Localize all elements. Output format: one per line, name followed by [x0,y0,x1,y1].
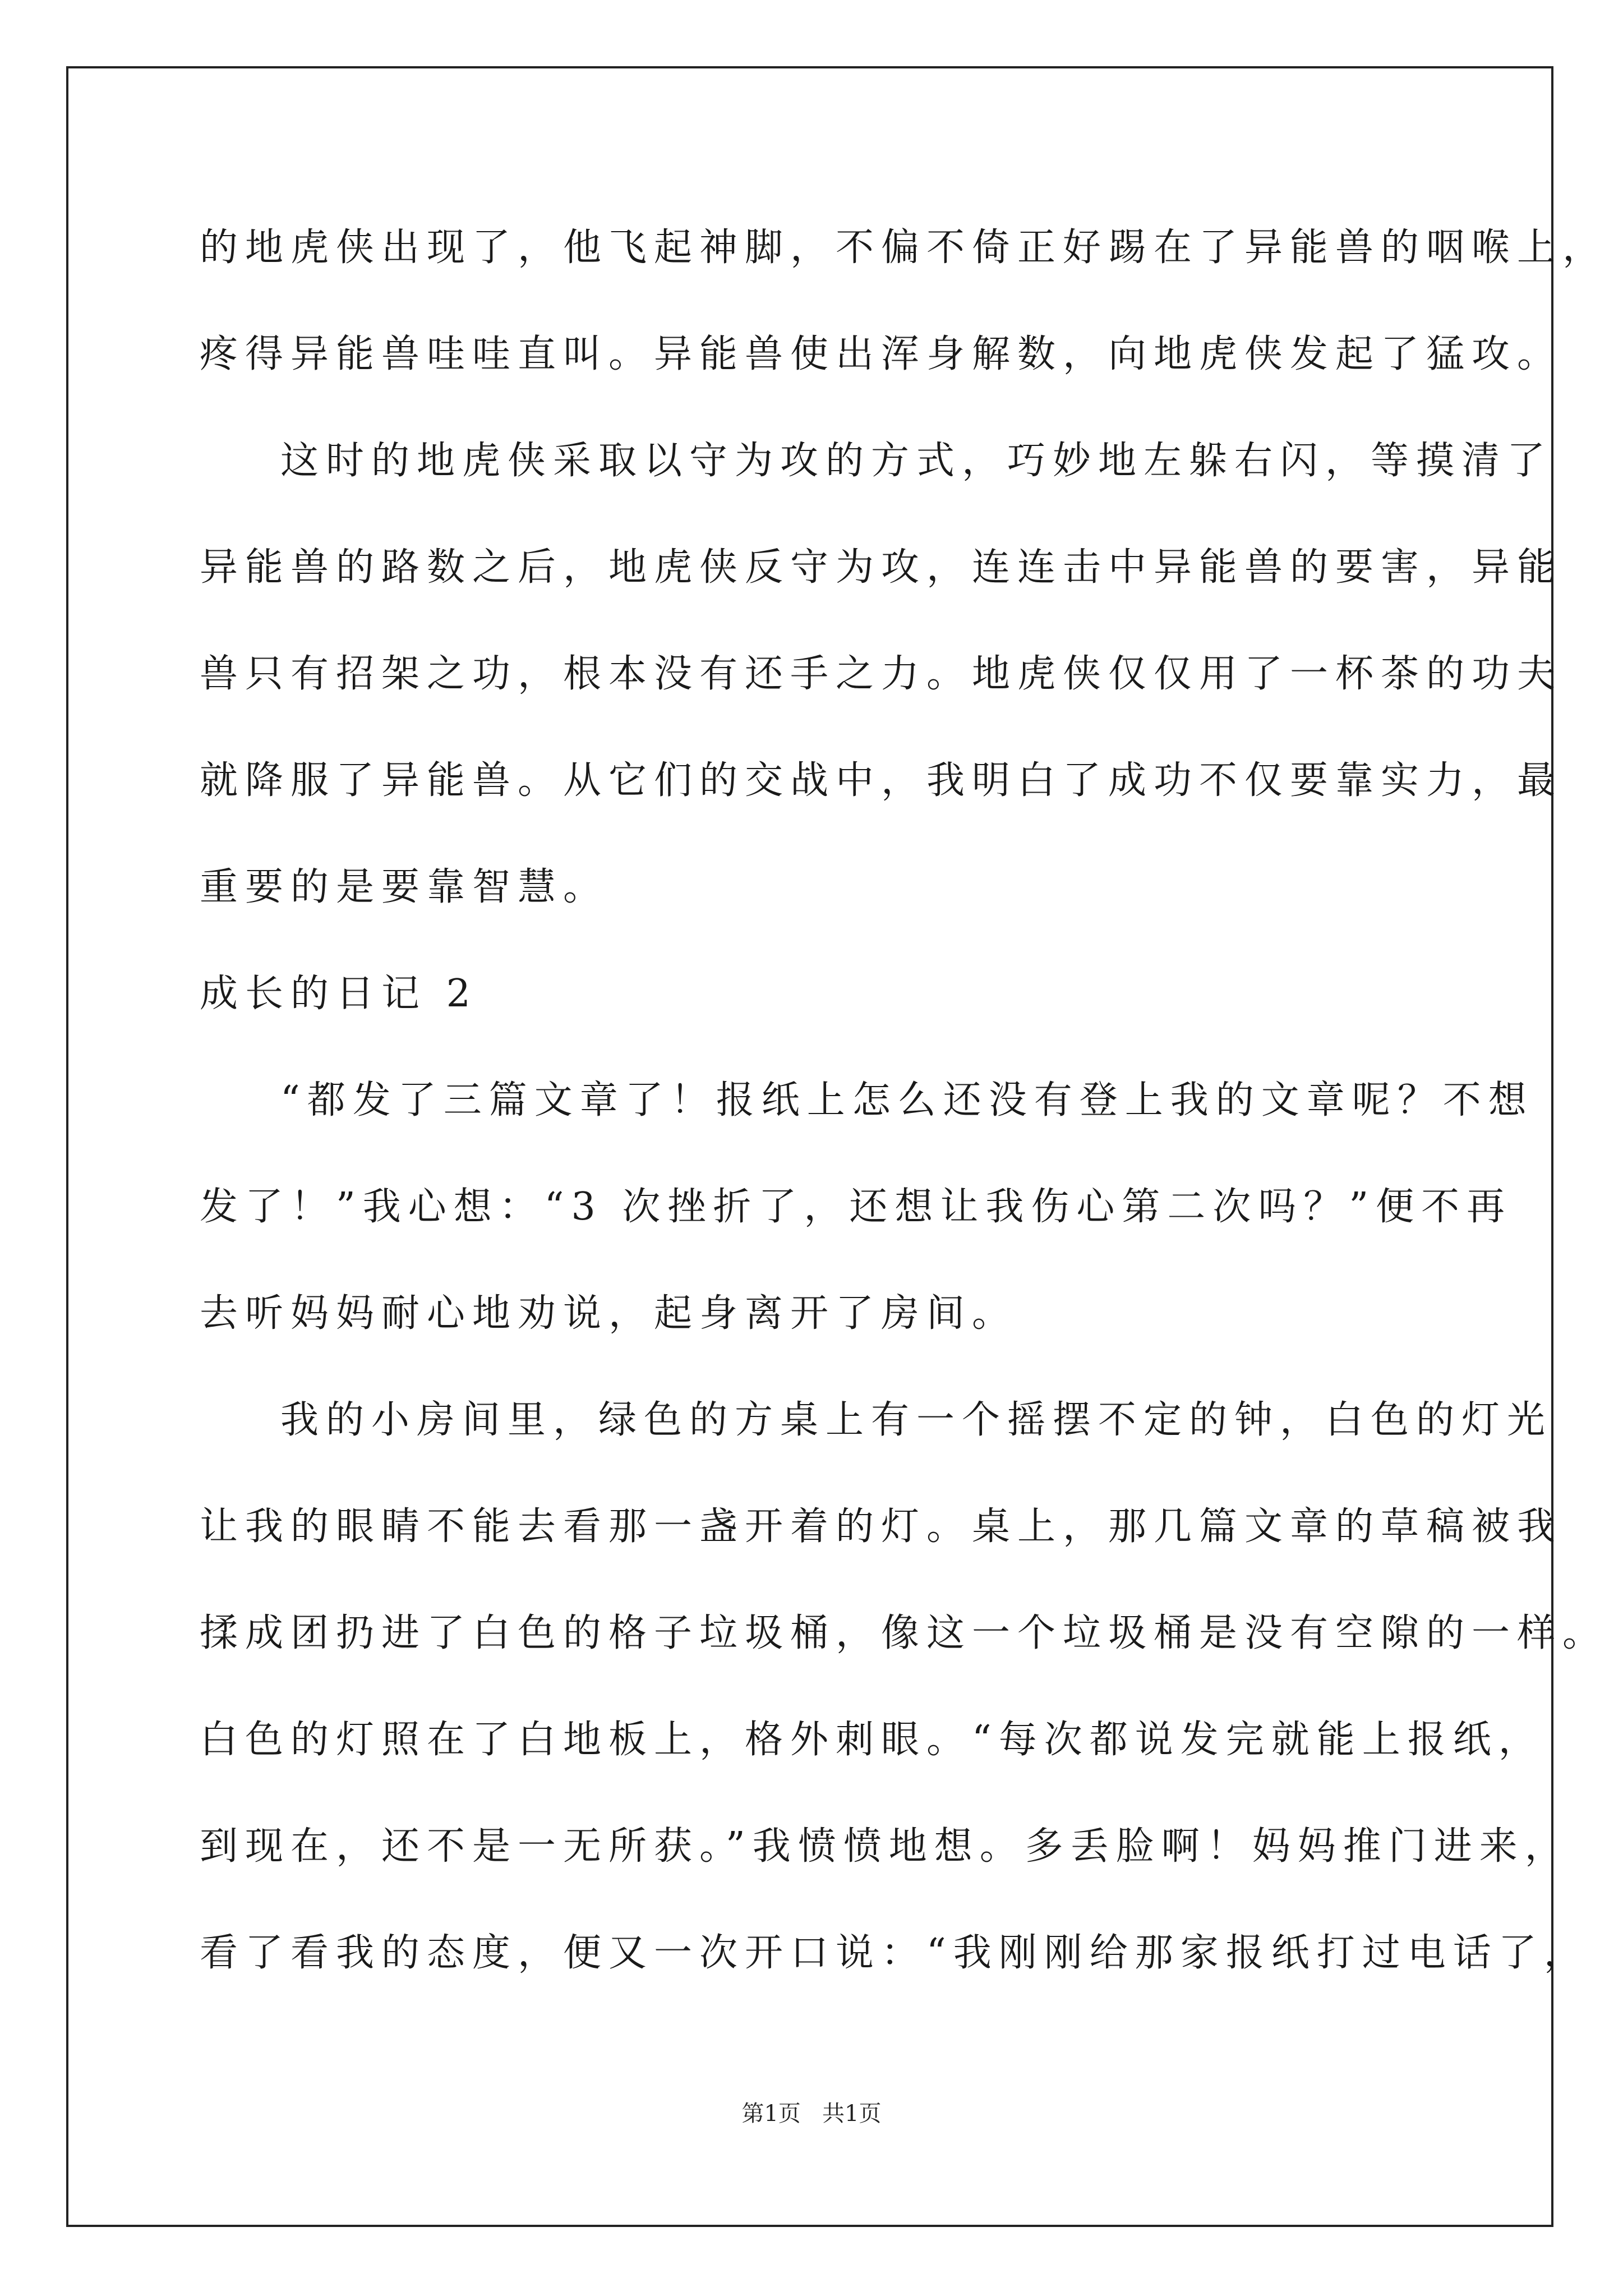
paragraph-line: 就降服了异能兽。从它们的交战中，我明白了成功不仅要靠实力，最 [200,758,1563,803]
paragraph-line: 让我的眼睛不能去看那一盏开着的灯。桌上，那几篇文章的草稿被我 [200,1504,1563,1549]
paragraph-line: 看了看我的态度，便又一次开口说：“我刚刚给那家报纸打过电话了， [200,1931,1589,1975]
paragraph-line: 疼得异能兽哇哇直叫。异能兽使出浑身解数，向地虎侠发起了猛攻。 [200,332,1563,376]
paragraph-line: 去听妈妈耐心地劝说，起身离开了房间。 [200,1291,1018,1336]
paragraph-line: 兽只有招架之功，根本没有还手之力。地虎侠仅仅用了一杯茶的功夫 [200,652,1563,696]
paragraph-line: 这时的地虎侠采取以守为攻的方式，巧妙地左躲右闪，等摸清了 [280,439,1553,483]
paragraph-line: 的地虎侠出现了，他飞起神脚，不偏不倚正好踢在了异能兽的咽喉上， [200,226,1608,270]
paragraph-line: 重要的是要靠智慧。 [200,865,609,909]
section-title: 成长的日记 2 [200,972,478,1016]
paragraph-line: 到现在，还不是一无所获。”我愤愤地想。多丢脸啊！妈妈推门进来， [200,1824,1570,1869]
paragraph-line: 发了！”我心想：“3 次挫折了，还想让我伤心第二次吗？”便不再 [200,1185,1513,1229]
paragraph-line: 我的小房间里，绿色的方桌上有一个摇摆不定的钟，白色的灯光 [280,1398,1553,1442]
paragraph-line: 白色的灯照在了白地板上，格外刺眼。“每次都说发完就能上报纸， [200,1718,1544,1762]
page-border [66,66,1553,2227]
paragraph-line: “都发了三篇文章了！报纸上怎么还没有登上我的文章呢？不想 [280,1078,1534,1122]
page-number-footer: 第1页 共1页 [741,2101,882,2127]
paragraph-line: 异能兽的路数之后，地虎侠反守为攻，连连击中异能兽的要害，异能 [200,545,1563,590]
paragraph-line: 揉成团扔进了白色的格子垃圾桶，像这一个垃圾桶是没有空隙的一样。 [200,1611,1608,1655]
